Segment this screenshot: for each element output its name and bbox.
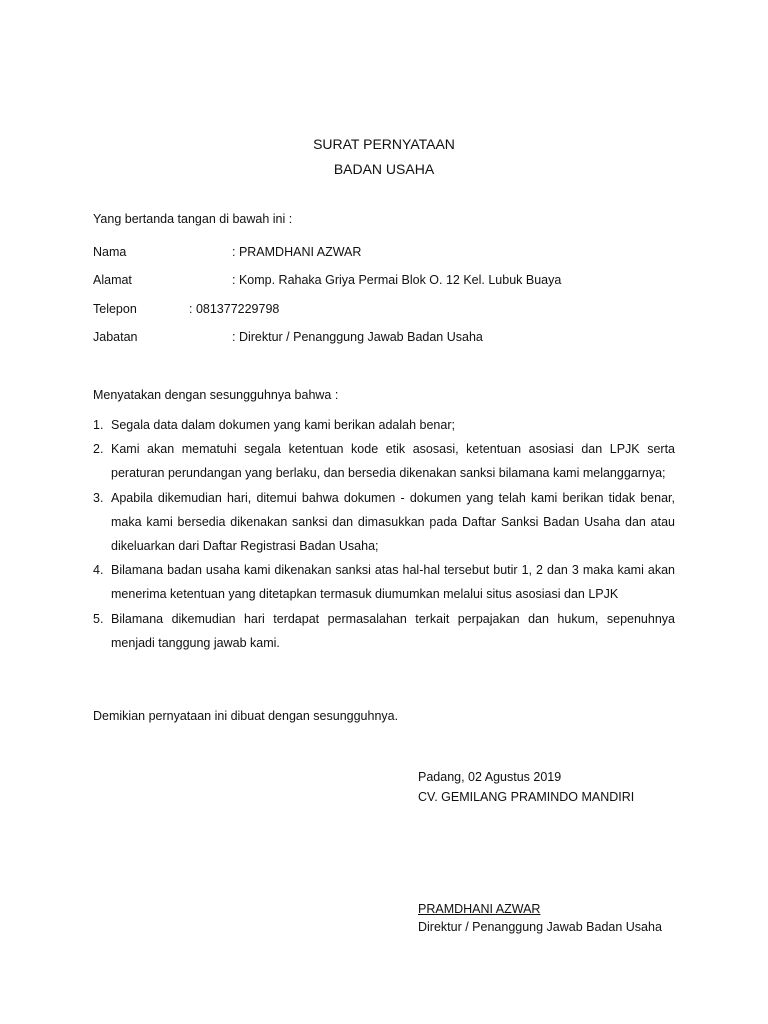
- list-item: [93, 607, 675, 655]
- list-item: [93, 413, 675, 437]
- declaration-text: Menyatakan dengan sesungguhnya bahwa :: [93, 388, 339, 402]
- list-item-text: Kami akan mematuhi segala ketentuan kode etik asosasi, ketentuan asosiasi dan LPJK serta peraturan perundangan yang berlaku, dan bersedia dikenakan sanksi bilamana kami melanggarnya;: [111, 442, 675, 481]
- list-item: [93, 558, 675, 606]
- list-item: [93, 437, 675, 485]
- list-item-text: Segala data dalam dokumen yang kami berikan adalah benar;: [111, 418, 455, 432]
- field-label-alamat: Alamat: [93, 273, 132, 287]
- document-title: SURAT PERNYATAAN: [313, 136, 455, 152]
- field-label-nama: Nama: [93, 245, 127, 259]
- company-name: CV. GEMILANG PRAMINDO MANDIRI: [418, 790, 635, 804]
- field-value-telepon: : 081377229798: [189, 302, 280, 316]
- signer-position: Direktur / Penanggung Jawab Badan Usaha: [418, 920, 662, 934]
- field-value-alamat: : Komp. Rahaka Griya Permai Blok O. 12 Kel. Lubuk Buaya: [232, 273, 562, 287]
- list-item-text: Bilamana dikemudian hari terdapat permasalahan terkait perpajakan dan hukum, sepenuhnya menjadi tanggung jawab kami.: [111, 611, 675, 650]
- field-label-jabatan: Jabatan: [93, 330, 138, 344]
- signer-name: PRAMDHANI AZWAR: [418, 902, 541, 916]
- list-item-text: Bilamana badan usaha kami dikenakan sanksi atas hal-hal tersebut butir 1, 2 dan 3 maka kami akan menerima ketentuan yang ditetapkan termasuk diumumkan melalui situs asosiasi dan LPJK: [111, 563, 675, 602]
- closing-text: Demikian pernyataan ini dibuat dengan sesungguhnya.: [93, 709, 399, 723]
- field-label-telepon: Telepon: [93, 302, 137, 316]
- list-item: [93, 486, 675, 559]
- intro-text: Yang bertanda tangan di bawah ini :: [93, 212, 293, 226]
- list-item-number: 5.: [93, 611, 104, 626]
- field-value-jabatan: : Direktur / Penanggung Jawab Badan Usaha: [232, 330, 483, 344]
- list-item-number: 4.: [93, 563, 104, 578]
- list-item-text: Apabila dikemudian hari, ditemui bahwa dokumen - dokumen yang telah kami berikan tidak benar, maka kami bersedia dikenakan sanksi dan dimasukkan pada Daftar Sanksi Badan Usaha dan atau dikeluarkan dari Daftar Registrasi Badan Usaha;: [111, 490, 675, 554]
- list-item-number: 3.: [93, 490, 104, 505]
- place-date: Padang, 02 Agustus 2019: [418, 770, 562, 784]
- list-item-number: 1.: [93, 418, 104, 432]
- document-subtitle: BADAN USAHA: [333, 161, 435, 177]
- field-value-nama: : PRAMDHANI AZWAR: [232, 245, 362, 259]
- statement-list: [93, 413, 675, 655]
- list-item-number: 2.: [93, 442, 104, 457]
